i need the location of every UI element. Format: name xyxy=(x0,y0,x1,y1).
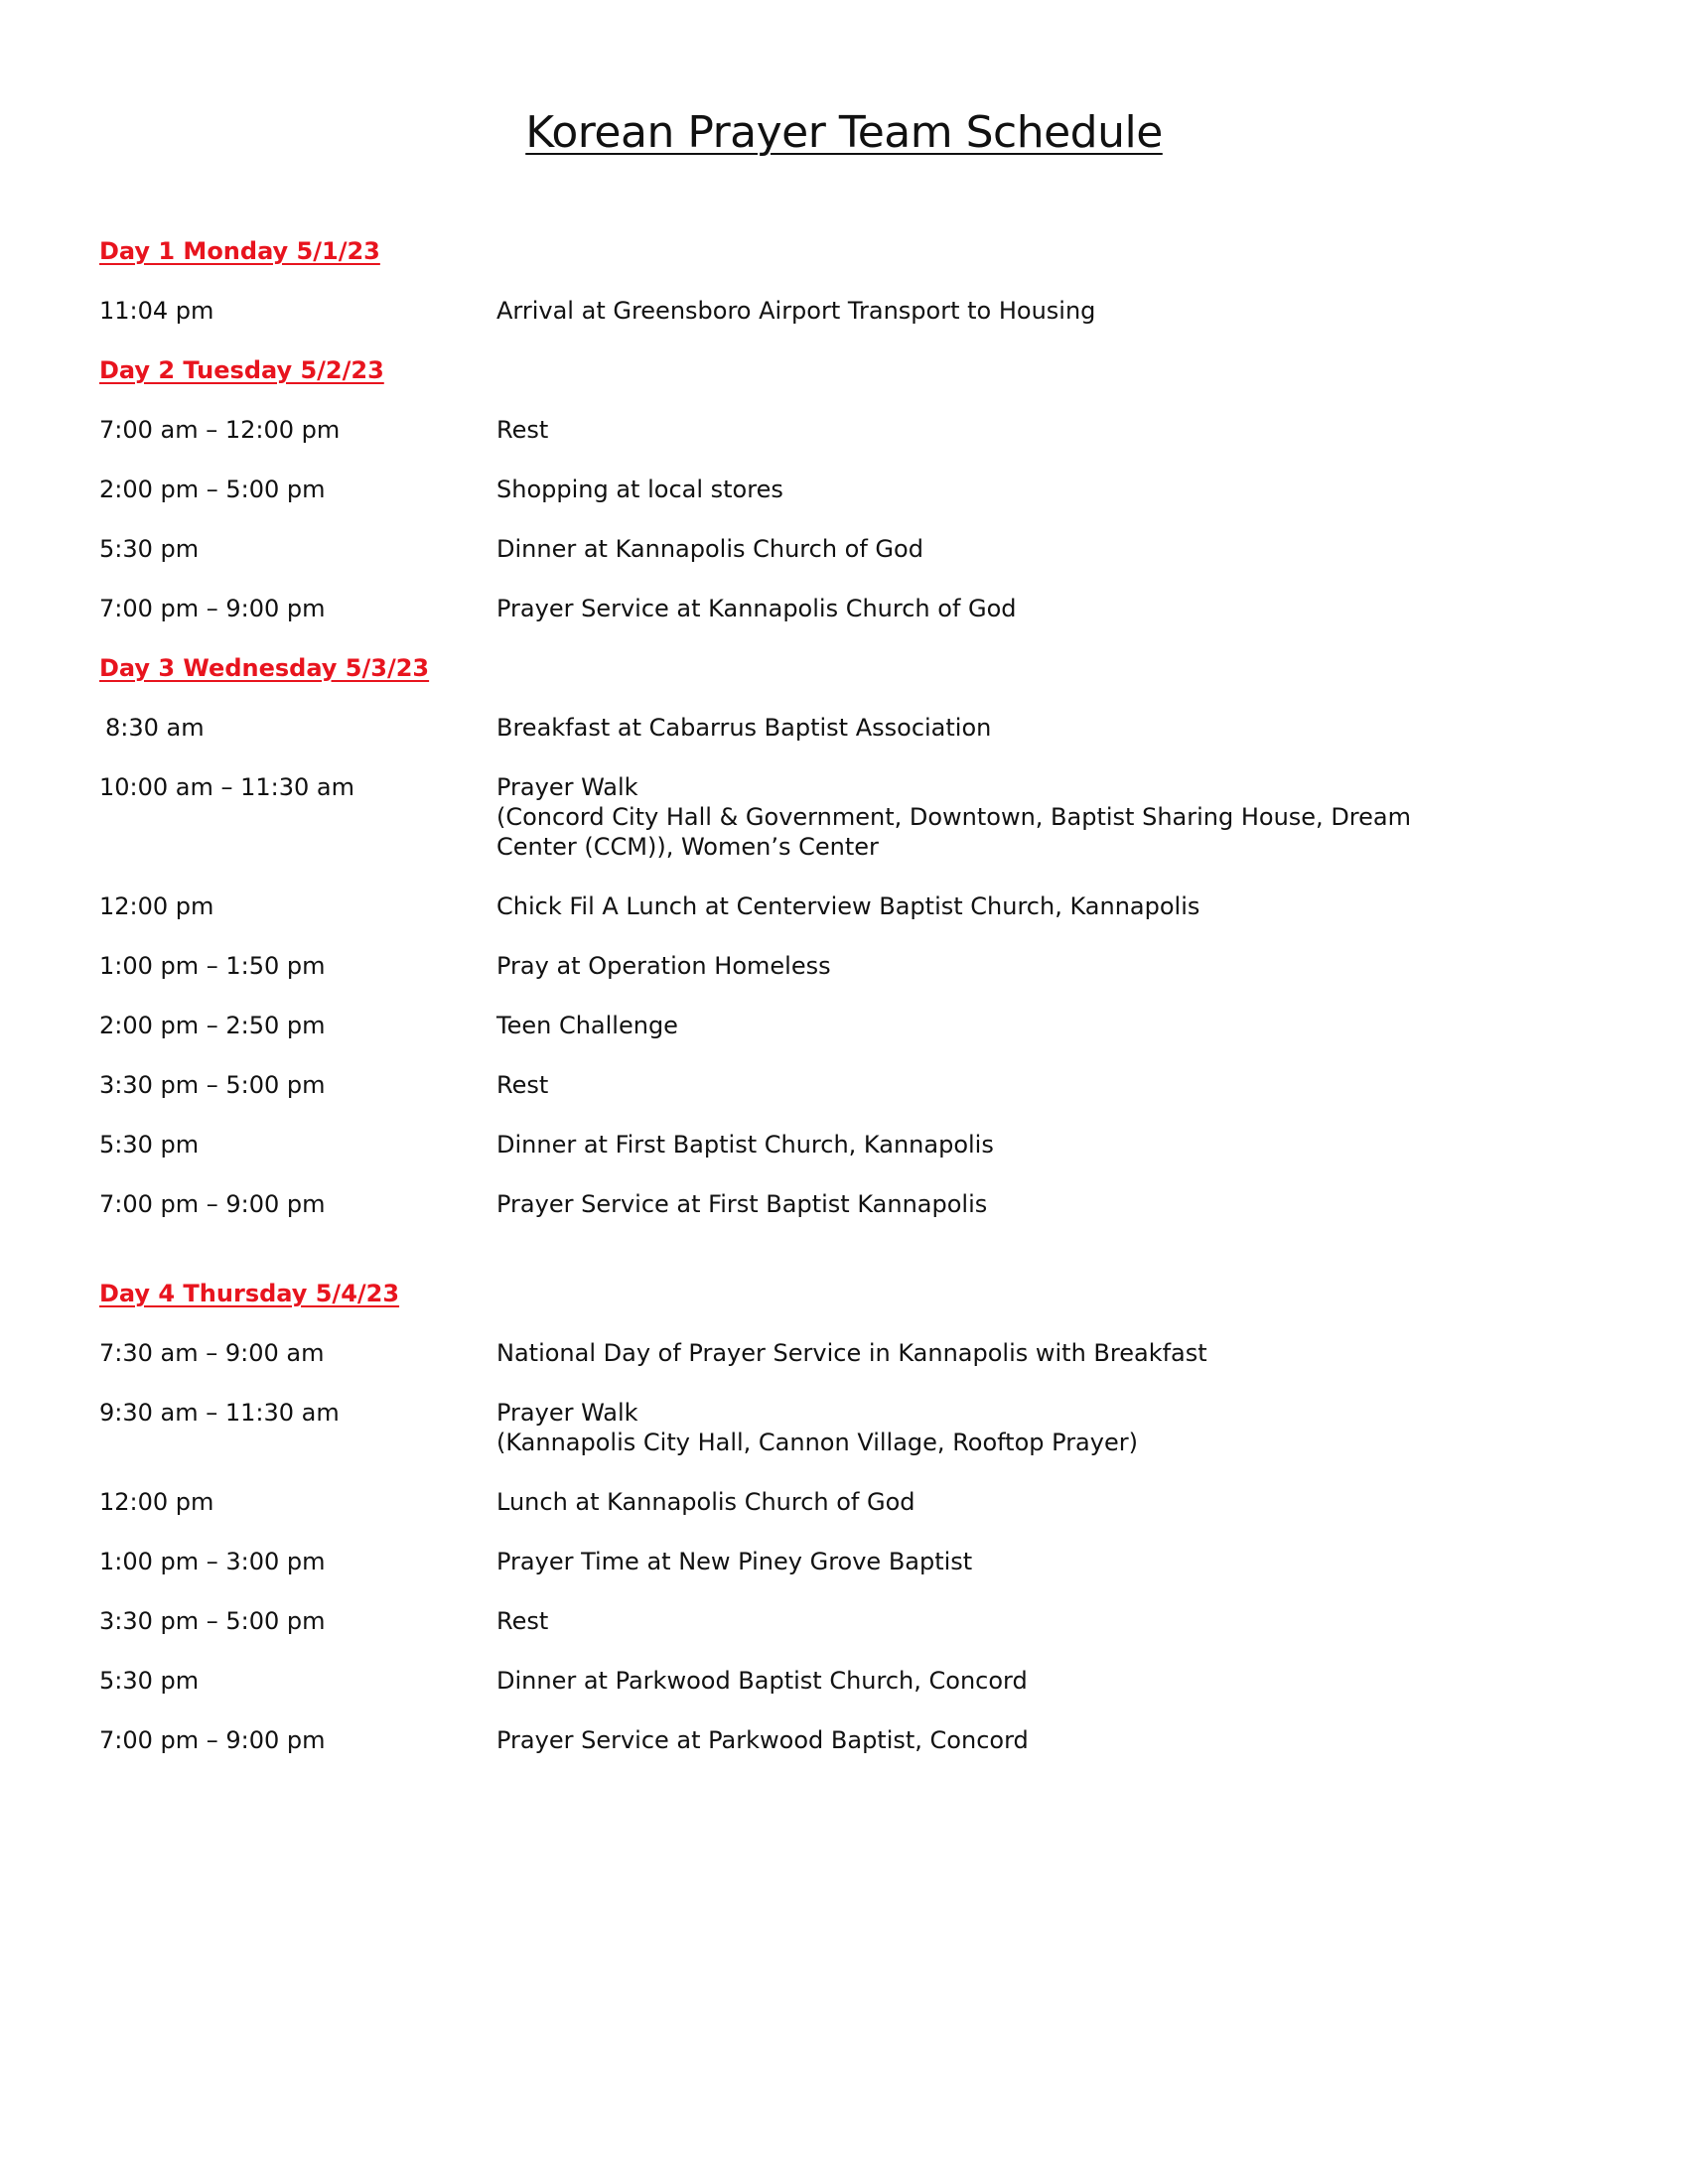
schedule-activity xyxy=(496,1487,1589,1517)
day-heading: Day 2 Tuesday 5/2/23 xyxy=(99,356,384,384)
activity-line: Prayer Service at Kannapolis Church of God xyxy=(496,595,1017,622)
schedule-row xyxy=(99,1011,1589,1040)
schedule-row xyxy=(99,1606,1589,1636)
schedule-time: 7:00 am – 12:00 pm xyxy=(99,416,341,444)
schedule-time: 7:30 am – 9:00 am xyxy=(99,1339,325,1367)
activity-line: Dinner at Parkwood Baptist Church, Concord xyxy=(496,1667,1028,1695)
activity-line: (Kannapolis City Hall, Cannon Village, Rooftop Prayer) xyxy=(496,1429,1138,1456)
activity-line: Prayer Service at First Baptist Kannapolis xyxy=(496,1190,988,1218)
schedule-time: 1:00 pm – 3:00 pm xyxy=(99,1548,326,1575)
activity-line: (Concord City Hall & Government, Downtown, Baptist Sharing House, Dream Center (CCM)), Women’s Center xyxy=(496,803,1411,861)
day-heading: Day 1 Monday 5/1/23 xyxy=(99,237,380,265)
day-heading: Day 4 Thursday 5/4/23 xyxy=(99,1280,400,1307)
schedule-activity xyxy=(496,475,1589,504)
schedule xyxy=(99,236,1589,1785)
schedule-row xyxy=(99,1547,1589,1576)
schedule-time: 7:00 pm – 9:00 pm xyxy=(99,1190,326,1218)
schedule-row xyxy=(99,1487,1589,1517)
activity-line: Chick Fil A Lunch at Centerview Baptist Church, Kannapolis xyxy=(496,892,1200,920)
schedule-row xyxy=(99,1725,1589,1755)
schedule-row xyxy=(99,951,1589,981)
schedule-time: 12:00 pm xyxy=(99,1488,214,1516)
schedule-activity xyxy=(496,713,1589,743)
schedule-row xyxy=(99,475,1589,504)
schedule-activity xyxy=(496,772,1589,862)
activity-line: Prayer Time at New Piney Grove Baptist xyxy=(496,1548,973,1575)
schedule-row xyxy=(99,1338,1589,1368)
schedule-row xyxy=(99,1398,1589,1457)
schedule-row xyxy=(99,891,1589,921)
activity-line: Rest xyxy=(496,1071,549,1099)
schedule-row xyxy=(99,534,1589,564)
schedule-row xyxy=(99,1189,1589,1219)
schedule-activity xyxy=(496,1070,1589,1100)
schedule-time: 5:30 pm xyxy=(99,535,200,563)
schedule-row xyxy=(99,415,1589,445)
schedule-activity xyxy=(496,594,1589,623)
schedule-activity xyxy=(496,1606,1589,1636)
activity-line: Prayer Walk xyxy=(496,1399,638,1427)
schedule-activity xyxy=(496,1338,1589,1368)
schedule-activity xyxy=(496,891,1589,921)
schedule-time: 3:30 pm – 5:00 pm xyxy=(99,1607,326,1635)
activity-line: Shopping at local stores xyxy=(496,476,783,503)
schedule-time: 9:30 am – 11:30 am xyxy=(99,1399,340,1427)
activity-line: National Day of Prayer Service in Kannapolis with Breakfast xyxy=(496,1339,1207,1367)
schedule-row xyxy=(99,296,1589,326)
schedule-time: 2:00 pm – 5:00 pm xyxy=(99,476,326,503)
schedule-time: 7:00 pm – 9:00 pm xyxy=(99,595,326,622)
schedule-activity xyxy=(496,1547,1589,1576)
schedule-activity xyxy=(496,415,1589,445)
schedule-activity xyxy=(496,296,1589,326)
schedule-row xyxy=(99,1666,1589,1696)
activity-line: Rest xyxy=(496,416,549,444)
schedule-time: 2:00 pm – 2:50 pm xyxy=(99,1012,326,1039)
schedule-row xyxy=(99,772,1589,862)
schedule-time: 10:00 am – 11:30 am xyxy=(99,773,355,801)
section-spacer xyxy=(99,1249,1589,1279)
activity-line: Prayer Walk xyxy=(496,773,638,801)
activity-line: Breakfast at Cabarrus Baptist Association xyxy=(496,714,992,742)
schedule-time: 3:30 pm – 5:00 pm xyxy=(99,1071,326,1099)
schedule-time: 5:30 pm xyxy=(99,1667,200,1695)
schedule-row xyxy=(99,594,1589,623)
activity-line: Rest xyxy=(496,1607,549,1635)
schedule-time: 8:30 am xyxy=(105,714,205,742)
activity-line: Teen Challenge xyxy=(496,1012,678,1039)
schedule-activity xyxy=(496,1189,1589,1219)
activity-line: Dinner at Kannapolis Church of God xyxy=(496,535,923,563)
page-title-text: Korean Prayer Team Schedule xyxy=(525,107,1163,158)
activity-line: Dinner at First Baptist Church, Kannapolis xyxy=(496,1131,994,1159)
page-title xyxy=(0,103,1688,163)
schedule-activity xyxy=(496,1011,1589,1040)
schedule-row xyxy=(99,1130,1589,1160)
schedule-time: 1:00 pm – 1:50 pm xyxy=(99,952,326,980)
activity-line: Arrival at Greensboro Airport Transport to Housing xyxy=(496,297,1096,325)
activity-line: Prayer Service at Parkwood Baptist, Concord xyxy=(496,1726,1029,1754)
schedule-activity xyxy=(496,951,1589,981)
schedule-activity xyxy=(496,1130,1589,1160)
activity-line: Pray at Operation Homeless xyxy=(496,952,831,980)
schedule-activity xyxy=(496,1725,1589,1755)
schedule-row xyxy=(99,713,1589,743)
day-heading: Day 3 Wednesday 5/3/23 xyxy=(99,654,430,682)
activity-line: Lunch at Kannapolis Church of God xyxy=(496,1488,915,1516)
schedule-time: 12:00 pm xyxy=(99,892,214,920)
schedule-activity xyxy=(496,534,1589,564)
schedule-time: 11:04 pm xyxy=(99,297,214,325)
schedule-row xyxy=(99,1070,1589,1100)
schedule-activity xyxy=(496,1666,1589,1696)
schedule-activity xyxy=(496,1398,1589,1457)
schedule-time: 7:00 pm – 9:00 pm xyxy=(99,1726,326,1754)
schedule-time: 5:30 pm xyxy=(99,1131,200,1159)
